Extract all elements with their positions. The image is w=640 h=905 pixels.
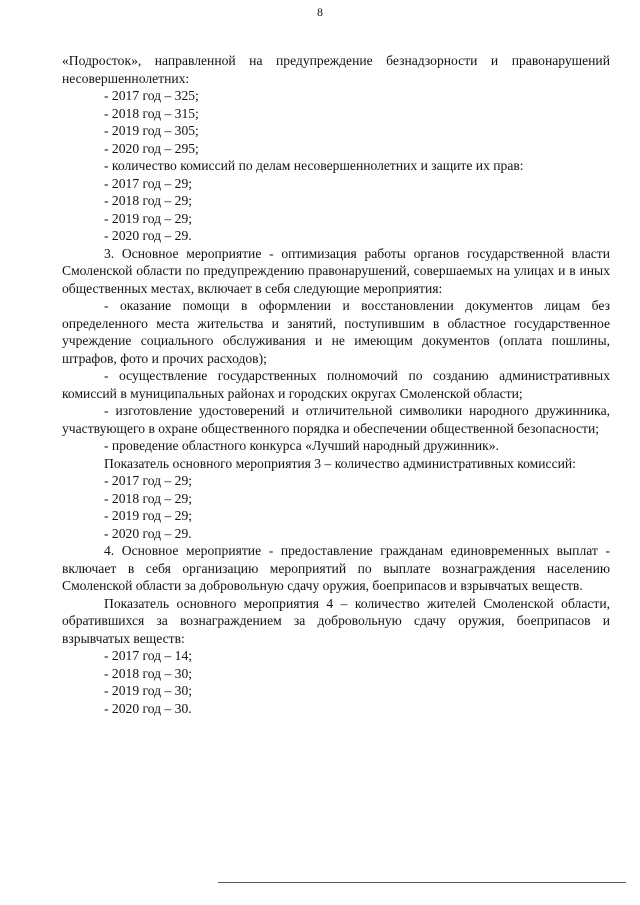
list-item: - 2018 год – 315; <box>104 105 199 121</box>
list-item: - количество комиссий по делам несовершеннолетних и защите их прав: <box>104 158 524 173</box>
list-item: - 2020 год – 30. <box>104 700 192 716</box>
list-item: - 2017 год – 14; <box>104 648 193 663</box>
footer-divider <box>218 882 626 883</box>
paragraph: 4. Основное мероприятие - предоставление гражданам единовременных выплат - включает в себя организацию мероприятий по выплате вознаграждения населению Смоленской области за добровольную сдачу оружия, боеприпасов и взрывчатых веществ. <box>62 543 610 593</box>
list-item: - 2018 год – 29; <box>104 490 193 506</box>
list-item: - 2020 год – 29. <box>104 228 192 243</box>
paragraph: - оказание помощи в оформлении и восстановлении документов лицам без определенного места жительства и занятий, поступившим в областное государственное учреждение социального обслуживания и не имеющим документов (оплата пошлины, штрафов, фото и прочих расходов); <box>62 298 610 366</box>
paragraph: - проведение областного конкурса «Лучший народный дружинник». <box>104 438 499 453</box>
paragraph: - изготовление удостоверений и отличительной символики народного дружинника, участвующего в охране общественного порядка и обеспечении общественной безопасности; <box>62 403 610 436</box>
list-item: - 2017 год – 29; <box>104 175 193 191</box>
paragraph: Показатель основного мероприятия 3 – количество административных комиссий: <box>104 455 576 471</box>
document-body <box>62 52 610 717</box>
list-item: - 2019 год – 29; <box>104 210 193 226</box>
list-item: - 2020 год – 29. <box>104 525 192 541</box>
paragraph: - осуществление государственных полномочий по созданию административных комиссий в муниципальных районах и городских округах Смоленской области; <box>62 368 610 401</box>
paragraph: Показатель основного мероприятия 4 – количество жителей Смоленской области, обратившихся за вознаграждением за добровольную сдачу оружия, боеприпасов и взрывчатых веществ: <box>62 595 610 646</box>
paragraph: 3. Основное мероприятие - оптимизация работы органов государственной власти Смоленской области по предупреждению правонарушений, совершаемых на улицах и в иных общественных местах, включает в себя следующие мероприятия: <box>62 245 610 296</box>
list-item: - 2018 год – 29; <box>104 193 193 208</box>
list-item: - 2017 год – 325; <box>104 88 199 103</box>
page-number: 8 <box>317 5 323 19</box>
list-item: - 2017 год – 29; <box>104 473 193 488</box>
list-item: - 2019 год – 29; <box>104 508 193 523</box>
list-item: - 2019 год – 30; <box>104 683 193 698</box>
paragraph: «Подросток», направленной на предупреждение безнадзорности и правонарушений несовершеннолетних: <box>62 53 610 86</box>
list-item: - 2020 год – 295; <box>104 140 199 156</box>
list-item: - 2019 год – 305; <box>104 123 199 138</box>
list-item: - 2018 год – 30; <box>104 665 193 681</box>
